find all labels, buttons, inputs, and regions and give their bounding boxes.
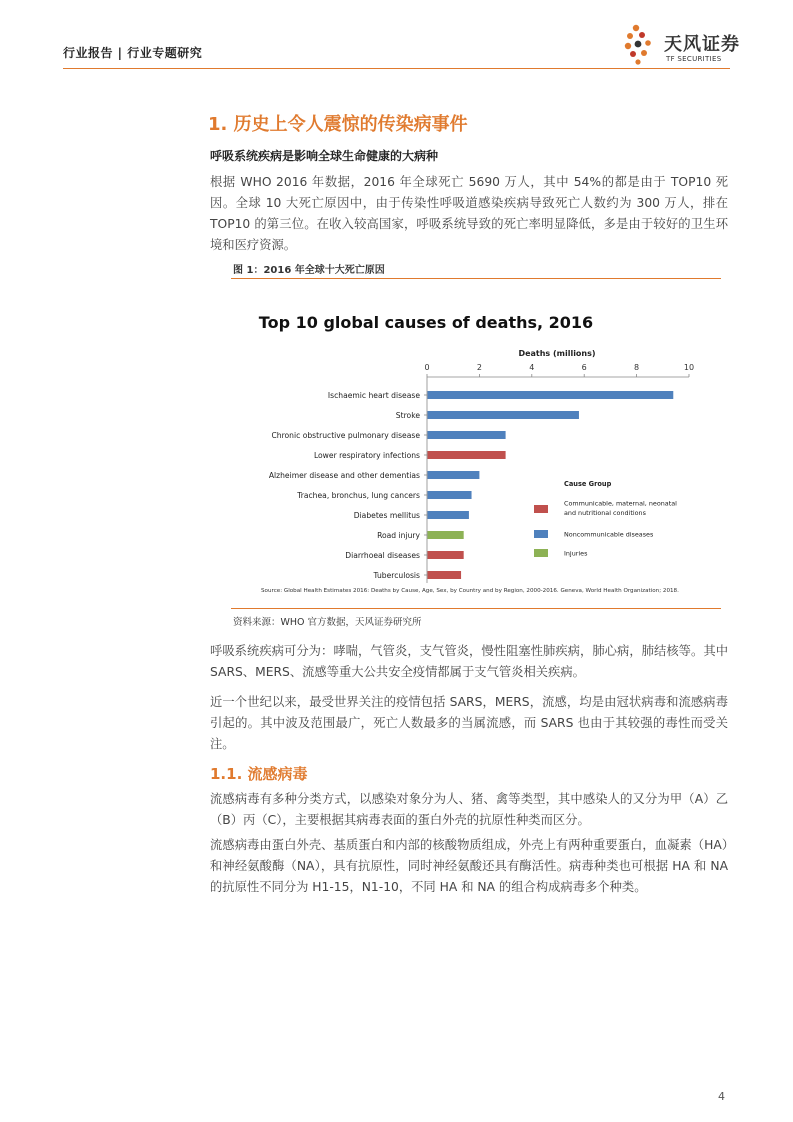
x-tick-label: 4 <box>529 363 535 372</box>
category-label: Diarrhoeal diseases <box>345 550 420 560</box>
x-tick-label: 6 <box>581 363 587 372</box>
legend-swatch <box>534 530 548 538</box>
bar <box>428 431 506 439</box>
category-label: Chronic obstructive pulmonary disease <box>271 430 420 440</box>
page-number: 4 <box>718 1090 725 1103</box>
paragraph-3: 近一个世纪以来，最受世界关注的疫情包括 SARS，MERS，流感，均是由冠状病毒和流感病毒引起的。其中波及范围最广，死亡人数最多的当属流感，而 SARS 也由于其较强的毒性而受关注。 <box>210 695 728 751</box>
bar <box>428 411 579 419</box>
legend-title: Cause Group <box>564 480 612 488</box>
figure-bottom-rule <box>231 608 721 609</box>
report-breadcrumb: 行业报告 | 行业专题研究 <box>63 46 203 60</box>
bar <box>428 511 469 519</box>
header-divider <box>63 68 730 69</box>
category-label: Lower respiratory infections <box>313 450 420 460</box>
death-causes-chart <box>231 282 721 606</box>
category-label: Ischaemic heart disease <box>327 390 420 400</box>
category-label: Trachea, bronchus, lung cancers <box>297 490 420 500</box>
category-label: Tuberculosis <box>373 570 420 580</box>
category-label: Road injury <box>377 530 420 540</box>
category-label: Diabetes mellitus <box>353 510 420 520</box>
bar <box>428 531 464 539</box>
bar <box>428 391 674 399</box>
legend-label: Noncommunicable diseases <box>564 530 654 539</box>
figure-top-rule <box>231 278 721 279</box>
legend-swatch <box>534 505 548 513</box>
bar <box>428 571 462 579</box>
paragraph-2: 呼吸系统疾病可分为：哮喘，气管炎，支气管炎，慢性阻塞性肺疾病，肺心病，肺结核等。其中 SARS、MERS、流感等重大公共安全疫情都属于支气管炎相关疾病。 <box>210 644 728 679</box>
bar <box>428 451 506 459</box>
bar <box>428 471 480 479</box>
section-1-subhead: 呼吸系统疾病是影响全球生命健康的大病种 <box>210 149 439 163</box>
x-tick-label: 8 <box>634 363 640 372</box>
paragraph-5: 流感病毒由蛋白外壳、基质蛋白和内部的核酸物质组成，外壳上有两种重要蛋白，血凝素（HA）和神经氨酸酶（NA），具有抗原性，同时神经氨酸还具有酶活性。病毒种类也可根据 HA 和 NA 的抗原性不同分为 H1-15，N1-10，不同 HA 和 NA 的组合构成病毒多个种类。 <box>210 838 728 894</box>
logo-subtitle: TF SECURITIES <box>666 55 722 63</box>
chart-title: Top 10 global causes of deaths, 2016 <box>258 313 594 332</box>
bar <box>428 491 472 499</box>
chart-source-note: Source: Global Health Estimates 2016: Deaths by Cause, Age, Sex, by Country and by Region, 2000-2016. Geneva, World Health Organization; 2018. <box>261 588 679 594</box>
x-axis-label: Deaths (millions) <box>518 349 596 358</box>
legend-label: and nutritional conditions <box>564 509 646 517</box>
paragraph-1: 根据 WHO 2016 年数据，2016 年全球死亡 5690 万人，其中 54%的都是由于 TOP10 死因。全球 10 大死亡原因中，由于传染性呼吸道感染疾病导致死亡人数约为 300 万人，排在 TOP10 的第三位。在收入较高国家，呼吸系统导致的死亡率明显降低，多是由于较好的卫生环境和医疗资源。 <box>210 175 728 252</box>
legend-label: Injuries <box>564 549 588 558</box>
category-label: Stroke <box>395 410 420 420</box>
bar <box>428 551 464 559</box>
logo-name: 天风证券 <box>664 34 740 55</box>
legend-swatch <box>534 549 548 557</box>
section-1-1-title: 1.1. 流感病毒 <box>210 765 308 783</box>
figure-source: 资料来源：WHO 官方数据，天风证券研究所 <box>233 617 422 628</box>
x-tick-label: 2 <box>476 363 482 372</box>
x-tick-label: 10 <box>683 363 695 372</box>
paragraph-4: 流感病毒有多种分类方式，以感染对象分为人、猪、禽等类型，其中感染人的又分为甲（A）乙（B）丙（C），主要根据其病毒表面的蛋白外壳的抗原性种类而区分。 <box>210 792 728 827</box>
category-label: Alzheimer disease and other dementias <box>268 470 420 480</box>
x-tick-label: 0 <box>424 363 430 372</box>
figure-caption: 图 1：2016 年全球十大死亡原因 <box>233 265 385 276</box>
section-1-title: 1. 历史上令人震惊的传染病事件 <box>208 114 468 135</box>
legend-label: Communicable, maternal, neonatal <box>564 499 677 508</box>
